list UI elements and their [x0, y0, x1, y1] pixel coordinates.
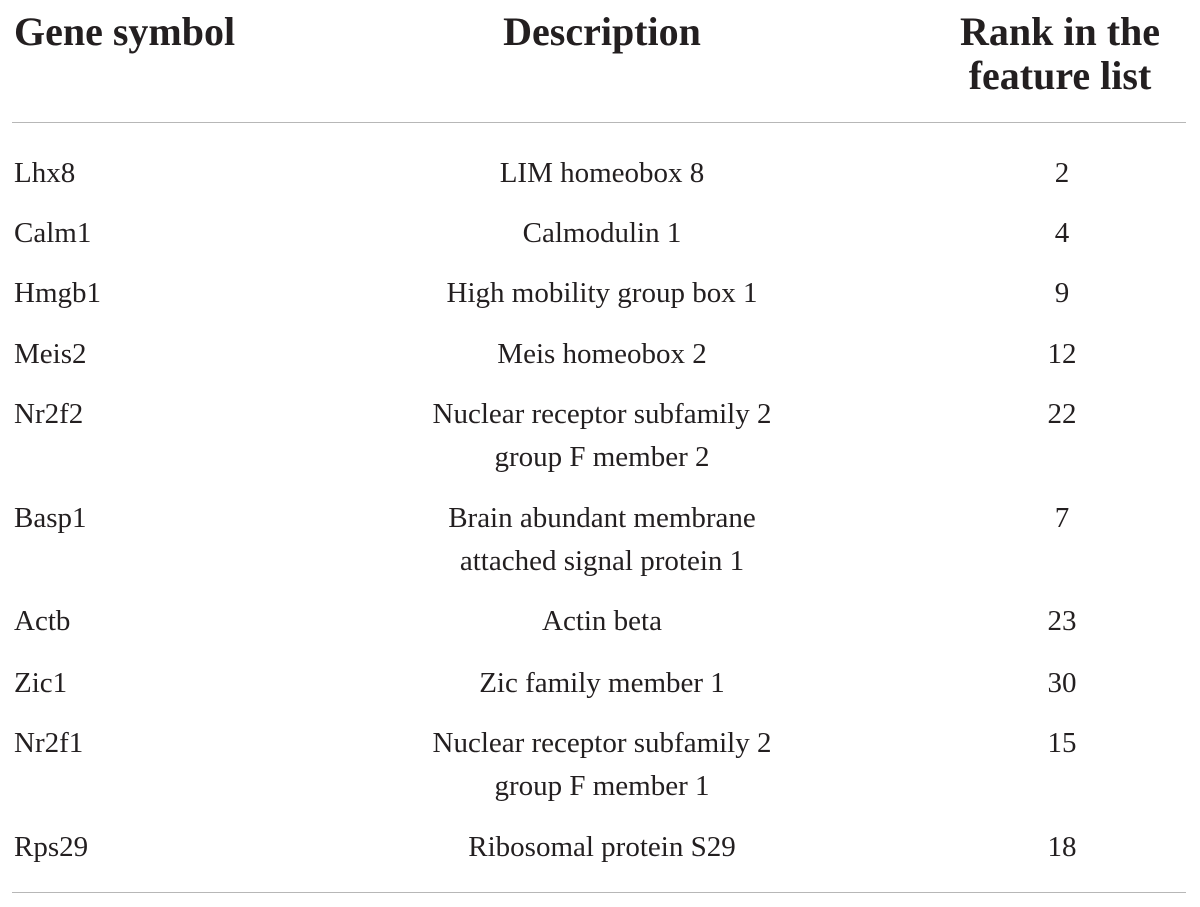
rank-cell: 12 [1047, 338, 1077, 370]
gene-symbol-cell: Rps29 [14, 831, 89, 863]
gene-symbol-cell: Meis2 [14, 338, 87, 370]
description-line: Ribosomal protein S29 [468, 831, 736, 863]
description-cell [352, 662, 852, 705]
description-cell [352, 272, 852, 315]
rank-cell: 4 [1054, 217, 1070, 249]
description-line: Actin beta [542, 605, 662, 637]
gene-symbol-cell: Nr2f1 [14, 727, 84, 759]
description-line: Calmodulin 1 [522, 217, 682, 249]
rank-cell: 2 [1054, 157, 1070, 189]
description-line: Meis homeobox 2 [497, 338, 707, 370]
header-rank-line1: Rank in the [959, 9, 1161, 54]
description-cell [352, 152, 852, 195]
rank-cell: 22 [1047, 398, 1077, 430]
description-line: LIM homeobox 8 [499, 157, 705, 189]
header-divider [12, 122, 1186, 123]
description-cell [352, 497, 852, 583]
rank-cell: 30 [1047, 667, 1077, 699]
header-description: Description [503, 9, 701, 54]
description-line: group F member 2 [494, 441, 710, 473]
rank-cell: 15 [1047, 727, 1077, 759]
table-header [12, 0, 1188, 124]
description-cell [352, 826, 852, 869]
gene-symbol-cell: Zic1 [14, 667, 68, 699]
gene-symbol-cell: Hmgb1 [14, 277, 101, 309]
gene-symbol-cell: Calm1 [14, 217, 92, 249]
gene-symbol-cell: Nr2f2 [14, 398, 84, 430]
description-cell [352, 722, 852, 808]
description-line: attached signal protein 1 [459, 545, 745, 577]
gene-symbol-cell: Lhx8 [14, 157, 76, 189]
header-rank-line2: feature list [968, 53, 1152, 98]
gene-feature-table [12, 0, 1188, 907]
description-cell [352, 333, 852, 376]
description-line: group F member 1 [494, 770, 710, 802]
rank-cell: 9 [1054, 277, 1070, 309]
description-cell [352, 393, 852, 479]
description-line: High mobility group box 1 [446, 277, 758, 309]
rank-cell: 18 [1047, 831, 1077, 863]
rank-cell: 23 [1047, 605, 1077, 637]
header-gene-symbol: Gene symbol [14, 9, 236, 54]
description-line: Brain abundant membrane [448, 502, 756, 534]
description-line: Zic family member 1 [479, 667, 725, 699]
description-cell [352, 600, 852, 643]
header-rank [932, 10, 1188, 98]
description-cell [352, 212, 852, 255]
description-line: Nuclear receptor subfamily 2 [432, 398, 772, 430]
description-line: Nuclear receptor subfamily 2 [432, 727, 772, 759]
gene-symbol-cell: Actb [14, 605, 71, 637]
table-bottom-rule [12, 892, 1186, 893]
rank-cell: 7 [1054, 502, 1070, 534]
gene-symbol-cell: Basp1 [14, 502, 87, 534]
